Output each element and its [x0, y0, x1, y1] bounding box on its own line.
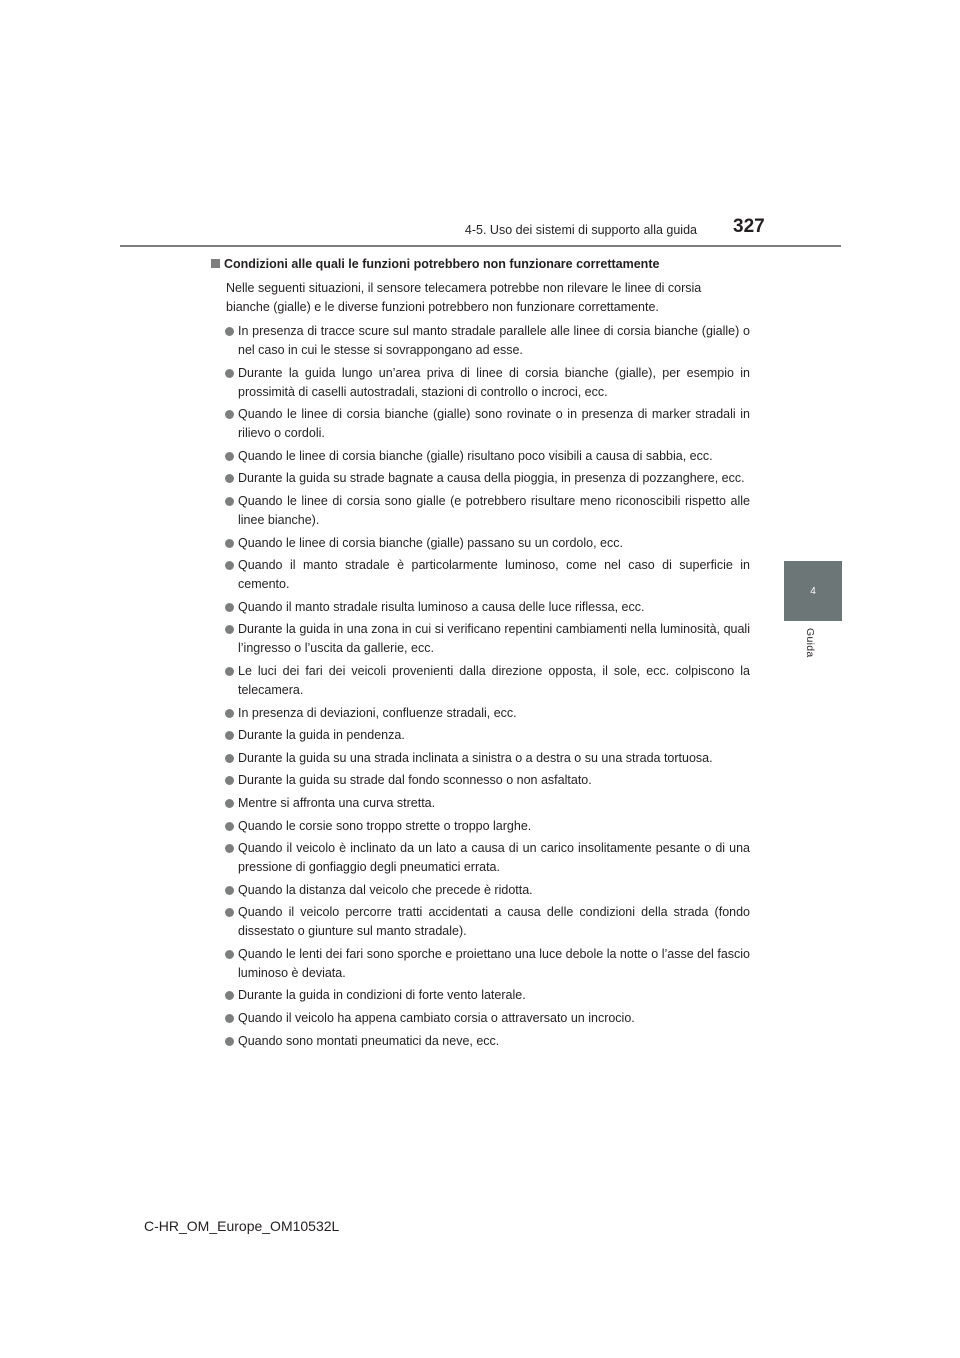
- page-number: 327: [733, 216, 765, 237]
- list-item: [211, 881, 750, 900]
- section-intro-line2: bianche (gialle) e le diverse funzioni potrebbero non funzionare correttamente.: [226, 300, 659, 314]
- list-item-text: Quando le linee di corsia sono gialle (e potrebbero risultare meno riconoscibili rispetto alle linee bianche).: [238, 493, 750, 527]
- round-bullet-icon: [225, 410, 234, 419]
- section-intro: [226, 279, 750, 317]
- list-item-text: Durante la guida in una zona in cui si verificano repentini cambiamenti nella luminosità, quali l’ingresso o l’uscita da gallerie, ecc.: [238, 622, 750, 656]
- list-item-text: Quando le linee di corsia bianche (gialle) passano su un cordolo, ecc.: [238, 535, 623, 550]
- main-content: [211, 256, 750, 1054]
- list-item-text: Quando le linee di corsia bianche (gialle) risultano poco visibili a causa di sabbia, ecc.: [238, 448, 713, 463]
- list-item-text: Quando la distanza dal veicolo che precede è ridotta.: [238, 882, 533, 897]
- list-item: [211, 556, 750, 594]
- list-item-text: Quando sono montati pneumatici da neve, ecc.: [238, 1033, 500, 1048]
- round-bullet-icon: [225, 369, 234, 378]
- list-item-text: Durante la guida su una strada inclinata a sinistra o a destra o su una strada tortuosa.: [238, 750, 713, 765]
- list-item-text: Quando il veicolo percorre tratti accidentati a causa delle condizioni della strada (fondo dissestato o giunture sul manto stradale).: [238, 905, 750, 939]
- list-item-text: Durante la guida in condizioni di forte vento laterale.: [238, 988, 526, 1003]
- round-bullet-icon: [225, 844, 234, 853]
- list-item: [211, 620, 750, 658]
- round-bullet-icon: [225, 1014, 234, 1023]
- list-item: [211, 662, 750, 700]
- list-item-text: Quando il veicolo è inclinato da un lato a causa di un carico insolitamente pesante o di una pressione di gonfiaggio degli pneumatici errata.: [238, 841, 750, 875]
- round-bullet-icon: [225, 474, 234, 483]
- list-item: [211, 749, 750, 768]
- section-intro-line1: Nelle seguenti situazioni, il sensore telecamera potrebbe non rilevare le linee di corsia: [226, 281, 702, 295]
- list-item-text: Durante la guida su strade bagnate a causa della pioggia, in presenza di pozzanghere, ecc.: [238, 471, 745, 486]
- condition-list: [211, 322, 750, 1051]
- list-item-text: Quando il manto stradale risulta luminoso a causa delle luce riflessa, ecc.: [238, 599, 645, 614]
- round-bullet-icon: [225, 908, 234, 917]
- list-item: [211, 903, 750, 941]
- running-header-section: 4-5. Uso dei sistemi di supporto alla guida: [464, 223, 697, 237]
- list-item: [211, 771, 750, 790]
- square-bullet-icon: [211, 259, 220, 268]
- round-bullet-icon: [225, 799, 234, 808]
- round-bullet-icon: [225, 497, 234, 506]
- chapter-tab: [784, 561, 842, 621]
- round-bullet-icon: [225, 452, 234, 461]
- header-divider: [120, 245, 841, 247]
- list-item-text: Quando le lenti dei fari sono sporche e proiettano una luce debole la notte o l’asse del fascio luminoso è deviata.: [238, 946, 750, 980]
- round-bullet-icon: [225, 754, 234, 763]
- list-item-text: Quando il veicolo ha appena cambiato corsia o attraversato un incrocio.: [238, 1011, 635, 1026]
- round-bullet-icon: [225, 327, 234, 336]
- round-bullet-icon: [225, 539, 234, 548]
- chapter-tab-label: Guida: [804, 628, 816, 658]
- list-item: [211, 817, 750, 836]
- list-item: [211, 364, 750, 402]
- list-item: [211, 794, 750, 813]
- section-heading-text: Condizioni alle quali le funzioni potrebbero non funzionare correttamente: [224, 257, 660, 271]
- round-bullet-icon: [225, 886, 234, 895]
- list-item-text: Mentre si affronta una curva stretta.: [238, 795, 436, 810]
- list-item: [211, 726, 750, 745]
- list-item-text: Quando le corsie sono troppo strette o troppo larghe.: [238, 818, 532, 833]
- document-code: C-HR_OM_Europe_OM10532L: [144, 1218, 340, 1234]
- round-bullet-icon: [225, 1037, 234, 1046]
- list-item-text: Durante la guida lungo un’area priva di linee di corsia bianche (gialle), per esempio in prossimità di caselli autostradali, stazioni di controllo o incroci, ecc.: [238, 365, 750, 399]
- list-item: [211, 839, 750, 877]
- round-bullet-icon: [225, 603, 234, 612]
- round-bullet-icon: [225, 991, 234, 1000]
- list-item-text: In presenza di tracce scure sul manto stradale parallele alle linee di corsia bianche (gialle) o nel caso in cui le stesse si sovrappongano ad esse.: [238, 324, 750, 357]
- list-item: [211, 492, 750, 530]
- round-bullet-icon: [225, 776, 234, 785]
- list-item: [211, 1032, 750, 1051]
- round-bullet-icon: [225, 709, 234, 718]
- list-item: [211, 704, 750, 723]
- list-item: [211, 534, 750, 553]
- list-item: [211, 598, 750, 617]
- round-bullet-icon: [225, 625, 234, 634]
- list-item: [211, 405, 750, 443]
- list-item-text: In presenza di deviazioni, confluenze stradali, ecc.: [238, 705, 517, 720]
- list-item-text: Le luci dei fari dei veicoli provenienti dalla direzione opposta, il sole, ecc. colpiscono la telecamera.: [238, 663, 750, 697]
- list-item: [211, 945, 750, 983]
- list-item-text: Durante la guida in pendenza.: [238, 728, 405, 743]
- round-bullet-icon: [225, 561, 234, 570]
- list-item-text: Durante la guida su strade dal fondo sconnesso o non asfaltato.: [238, 773, 592, 788]
- list-item-text: Quando le linee di corsia bianche (gialle) sono rovinate o in presenza di marker stradali in rilievo o cordoli.: [238, 407, 750, 441]
- list-item-text: Quando il manto stradale è particolarmente luminoso, come nel caso di superficie in cemento.: [238, 558, 750, 592]
- round-bullet-icon: [225, 731, 234, 740]
- chapter-tab-number: 4: [810, 585, 816, 597]
- list-item: [211, 322, 750, 360]
- list-item: [211, 1009, 750, 1028]
- round-bullet-icon: [225, 667, 234, 676]
- list-item: [211, 447, 750, 466]
- round-bullet-icon: [225, 822, 234, 831]
- list-item: [211, 469, 750, 488]
- round-bullet-icon: [225, 950, 234, 959]
- section-heading: [211, 256, 750, 272]
- list-item: [211, 986, 750, 1005]
